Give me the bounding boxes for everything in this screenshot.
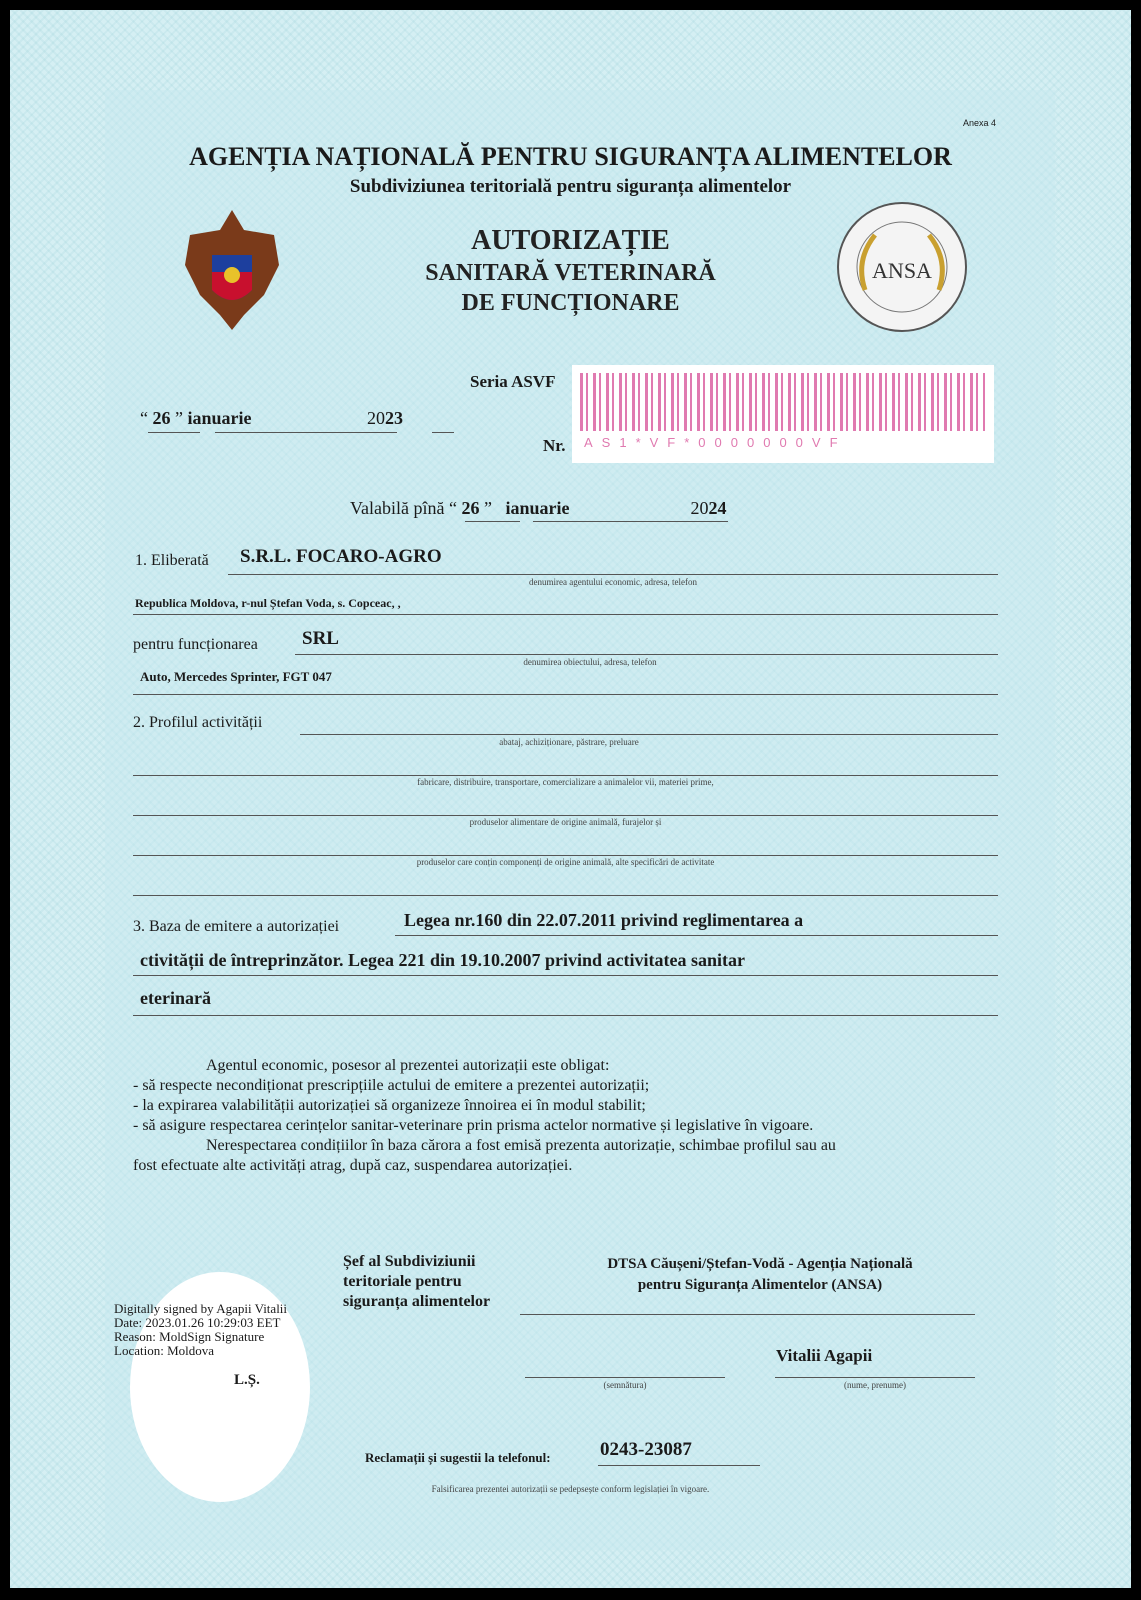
functioning-value: SRL [302, 628, 339, 649]
signature-line [525, 1377, 725, 1378]
activity-caption-4: produselor care conțin componenți de origine animală, alte specificări de activitate [416, 857, 715, 867]
obligations-intro: Agentul economic, posesor al prezentei autorizații este obligat: [206, 1057, 610, 1074]
activity-caption-1: abataj, achiziționare, păstrare, preluare [499, 737, 639, 747]
underline [215, 432, 397, 433]
underline [133, 1015, 998, 1016]
name-caption: (nume, prenume) [844, 1380, 906, 1390]
underline [465, 521, 520, 522]
noncompliance-note-2: fost efectuate alte activități atrag, după caz, suspendarea autorizației. [133, 1157, 573, 1174]
title-line-1: AUTORIZAȚIE [471, 225, 670, 256]
underline [520, 1314, 975, 1315]
complaints-phone: 0243-23087 [600, 1439, 692, 1460]
valid-year-prefix: 20 [690, 498, 709, 518]
title-line-2: SANITARĂ VETERINARĂ [425, 260, 716, 286]
valid-label: Valabilă pînă [350, 498, 445, 518]
underline [133, 694, 998, 695]
issue-year-prefix: 20 [367, 408, 385, 428]
svg-text:ANSA: ANSA [872, 258, 932, 283]
underline [133, 614, 998, 615]
chief-title-3: siguranța alimentelor [343, 1293, 491, 1310]
ls-label: L.Ș. [234, 1372, 260, 1388]
underline [133, 775, 998, 776]
object-caption: denumirea obiectului, adresa, telefon [523, 657, 657, 667]
ansa-seal-logo [835, 200, 970, 335]
digital-sig-location: Location: Moldova [114, 1343, 215, 1358]
issuer-line-1: DTSA Căușeni/Ștefan-Vodă - Agenția Națională [607, 1256, 913, 1272]
object-details: Auto, Mercedes Sprinter, FGT 047 [140, 669, 332, 684]
digital-signature-info [114, 1302, 287, 1358]
underline [133, 855, 998, 856]
signature-caption: (semnătura) [603, 1380, 647, 1390]
section-1-label: 1. Eliberată [135, 552, 209, 569]
activity-caption-3: produselor alimentare de origine animală, furajelor și [469, 817, 662, 827]
agent-address: Republica Moldova, r-nul Ștefan Voda, s. Copceac, , [135, 596, 401, 610]
underline [533, 521, 728, 522]
underline [598, 1465, 760, 1466]
chief-title-2: teritoriale pentru [343, 1273, 462, 1290]
issue-year-suffix: 23 [385, 408, 403, 428]
complaints-label: Reclamații și sugestii la telefonul: [365, 1450, 551, 1465]
digital-sig-signer: Digitally signed by Agapii Vitalii [114, 1301, 288, 1316]
chief-title-1: Șef al Subdiviziunii [343, 1253, 476, 1270]
noncompliance-note-1: Nerespectarea condițiilor în baza cărora a fost emisă prezenta autorizație, schimbae profilul sau au [206, 1137, 836, 1154]
economic-agent-name: S.R.L. FOCARO-AGRO [240, 546, 442, 567]
title-line-3: DE FUNCȚIONARE [461, 290, 680, 316]
underline [133, 815, 998, 816]
underline [395, 935, 998, 936]
valid-month: ianuarie [505, 498, 570, 518]
underline [300, 734, 998, 735]
legal-basis-line-3: eterinară [140, 988, 211, 1008]
forgery-warning: Falsificarea prezentei autorizații se pedepsește conform legislației în vigoare. [431, 1484, 710, 1494]
nr-label: Nr. [543, 436, 566, 455]
underline [228, 574, 998, 575]
issue-date: “ 26 ” ianuarie 2023 [140, 408, 403, 428]
underline [295, 654, 998, 655]
functioning-label: pentru funcționarea [133, 636, 258, 653]
underline [133, 975, 998, 976]
issuer-line-2: pentru Siguranța Alimentelor (ANSA) [637, 1277, 883, 1293]
name-line [775, 1377, 975, 1378]
issuer-name [510, 1254, 1010, 1296]
activity-caption-2: fabricare, distribuire, transportare, comercializare a animalelor vii, materiei prime, [417, 777, 714, 787]
chief-title [343, 1252, 490, 1312]
underline [133, 895, 998, 896]
signer-name: Vitalii Agapii [776, 1346, 873, 1365]
agency-name: AGENȚIA NAȚIONALĂ PENTRU SIGURANȚA ALIMENTELOR [189, 142, 952, 171]
barcode [572, 365, 994, 463]
legal-basis-line-2: ctivității de întreprinzător. Legea 221 din 19.10.2007 privind activitatea sanitar [140, 950, 745, 970]
annex-label: Anexa 4 [963, 118, 997, 128]
digital-sig-reason: Reason: MoldSign Signature [114, 1329, 265, 1344]
digital-sig-date: Date: 2023.01.26 10:29:03 EET [114, 1315, 281, 1330]
obligation-2: - la expirarea valabilității autorizației să organizeze înnoirea ei în modul stabilit; [133, 1097, 646, 1114]
valid-day: 26 [461, 498, 480, 518]
series-label: Seria ASVF [470, 372, 556, 391]
barcode-number: AS1*VF*0000000VF [584, 435, 847, 450]
valid-year-suffix: 24 [708, 498, 727, 518]
underline [432, 432, 454, 433]
agent-caption: denumirea agentului economic, adresa, telefon [529, 577, 697, 587]
issue-day: 26 [152, 408, 171, 428]
subdivision-name: Subdiviziunea teritorială pentru siguranța alimentelor [349, 176, 792, 197]
valid-until: Valabilă pînă “ 26 ” ianuarie 2024 [350, 498, 727, 518]
legal-basis-line-1: Legea nr.160 din 22.07.2011 privind reglimentarea a [404, 910, 804, 930]
section-2-label: 2. Profilul activității [133, 714, 263, 731]
obligation-3: - să asigure respectarea cerințelor sanitar-veterinare prin prisma actelor normative și legislative în vigoare. [133, 1117, 814, 1134]
issue-month: ianuarie [187, 408, 252, 428]
barcode-bars [580, 373, 985, 431]
underline [148, 432, 200, 433]
obligation-1: - să respecte necondiționat prescripțiile actului de emitere a prezentei autorizații; [133, 1077, 650, 1094]
section-3-label: 3. Baza de emitere a autorizației [133, 918, 340, 935]
